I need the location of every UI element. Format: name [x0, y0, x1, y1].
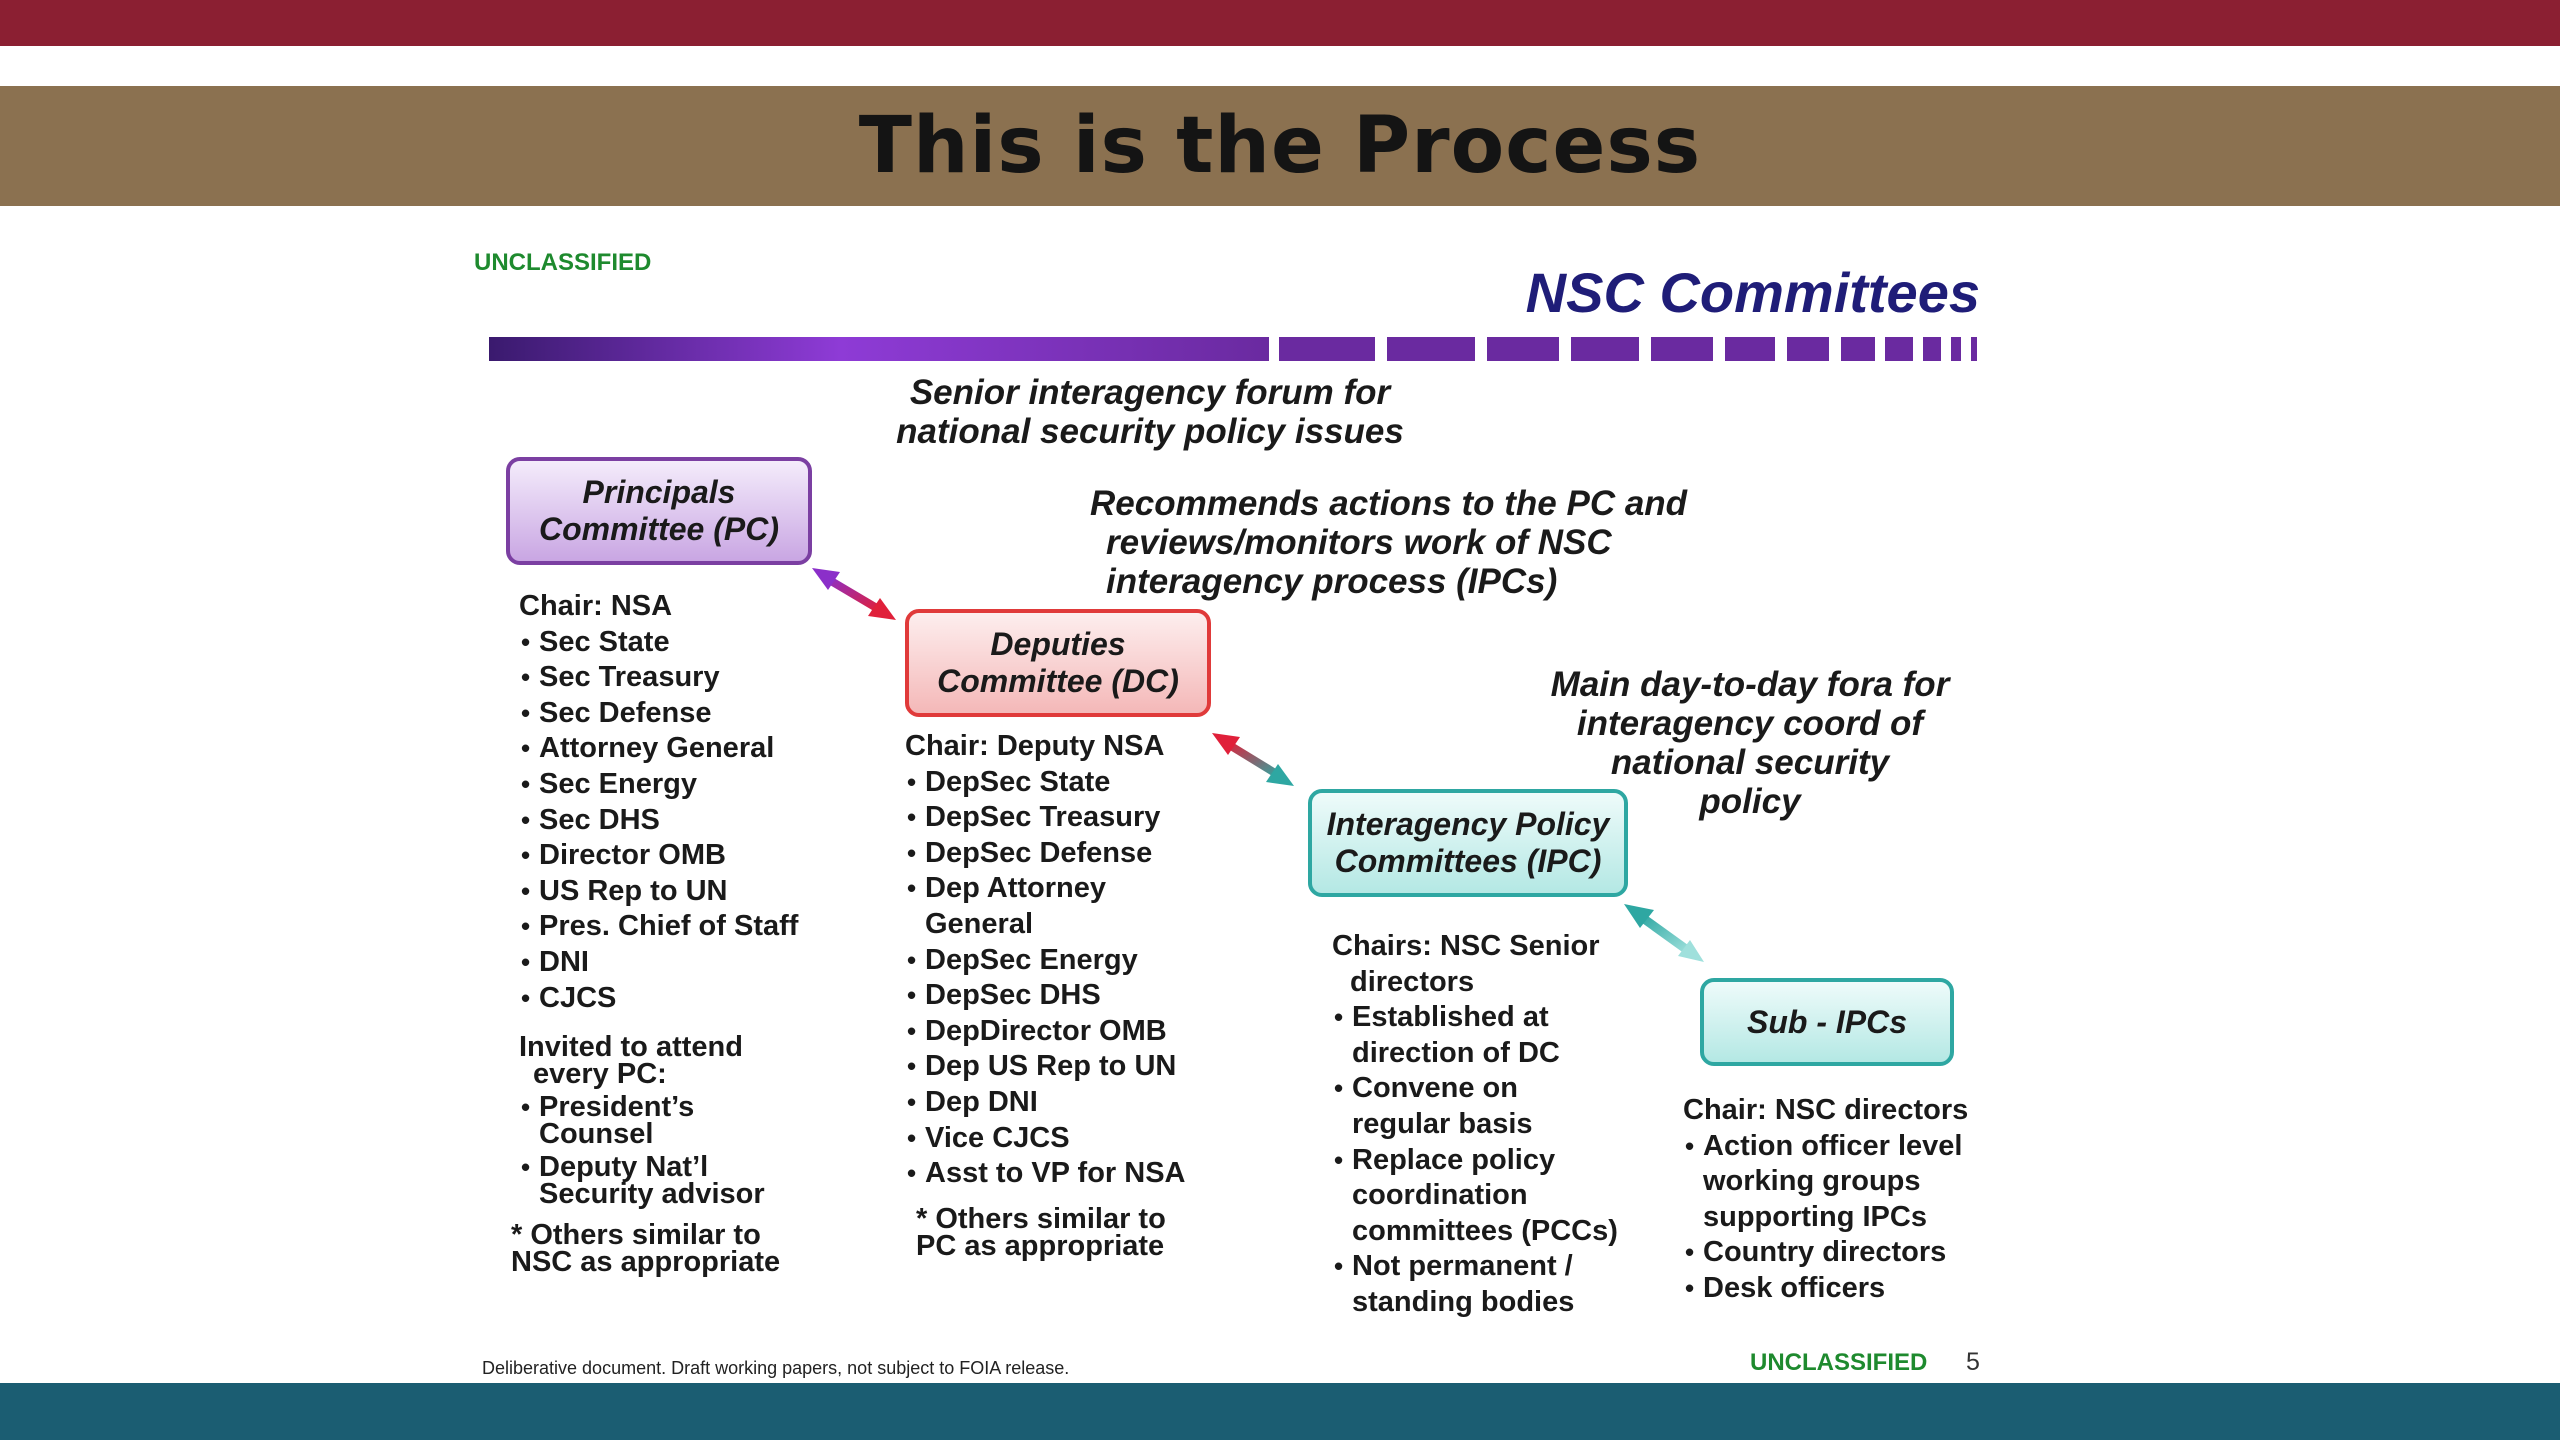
list-item: [1683, 1235, 2013, 1271]
list-item: [905, 836, 1235, 872]
dc-description-line: Recommends actions to the PC and: [1090, 484, 1688, 523]
sub-chair: Chair: NSC directors: [1683, 1094, 1969, 1126]
list-item: [519, 1091, 849, 1151]
list-item: • Sec State: [519, 625, 849, 661]
list-item: • Sec Treasury: [519, 660, 849, 696]
list-item-line: • Dep DNI: [925, 1085, 1038, 1118]
list-item-line: • DepSec DHS: [925, 979, 1101, 1012]
list-item: [905, 765, 1235, 801]
note-line: NSC as appropriate: [511, 1246, 781, 1279]
list-item-line: working groups: [1703, 1165, 1921, 1198]
nsc-committees-heading: NSC Committees: [1525, 261, 1980, 324]
list-item: • Sec Defense: [519, 696, 849, 732]
list-item: [905, 943, 1235, 979]
list-item-line: • DepSec Energy: [925, 943, 1138, 976]
list-item-line: • President’s: [539, 1091, 695, 1124]
pc-description-line: Senior interagency forum for: [909, 373, 1391, 412]
pc-invited-heading: [519, 1031, 849, 1091]
list-item-line: supporting IPCs: [1703, 1200, 1927, 1233]
invited-heading-line: Invited to attend: [519, 1031, 743, 1064]
ipc-members-list: [1332, 929, 1662, 1321]
box-label-line: Deputies: [990, 626, 1126, 662]
dc-members-list: [905, 729, 1235, 1260]
slide-title: This is the Process: [858, 101, 1702, 191]
list-item: [1332, 1249, 1662, 1320]
list-item-line: committees (PCCs): [1352, 1214, 1618, 1247]
list-item: [905, 1121, 1235, 1157]
classification-marking-bottom: UNCLASSIFIED: [1750, 1349, 1928, 1376]
list-item-line: coordination: [1352, 1179, 1528, 1212]
ipc-description-line: policy: [1699, 782, 1801, 821]
list-item-line: • Replace policy: [1352, 1143, 1556, 1176]
ipc-description-line: interagency coord of: [1576, 704, 1924, 743]
list-item-line: • Vice CJCS: [925, 1121, 1070, 1154]
pc-note: [511, 1219, 849, 1279]
list-item-line: • Desk officers: [1703, 1271, 1886, 1304]
list-item: [905, 1049, 1235, 1085]
list-item-line: • Country directors: [1703, 1236, 1947, 1269]
list-item: • DNI: [519, 945, 849, 981]
list-item: • Sec Energy: [519, 767, 849, 803]
list-item: [905, 1014, 1235, 1050]
box-label-line: Committee (DC): [937, 663, 1179, 699]
page-number: 5: [1966, 1348, 1980, 1376]
list-item: [905, 800, 1235, 836]
dc-note: [916, 1202, 1235, 1262]
dc-description-line: interagency process (IPCs): [1106, 562, 1558, 601]
classification-marking-top: UNCLASSIFIED: [474, 249, 652, 276]
list-item: • Sec DHS: [519, 803, 849, 839]
note-line: * Others similar to: [916, 1202, 1166, 1235]
list-item: [1683, 1271, 2013, 1307]
list-item-line: standing bodies: [1352, 1285, 1575, 1318]
chair-line: Chairs: NSC Senior: [1332, 930, 1600, 962]
list-item-line: • DepSec State: [925, 765, 1111, 798]
list-item-line: • Dep Attorney: [925, 872, 1106, 905]
list-item-line: • Deputy Nat’l: [539, 1151, 709, 1184]
list-item-line: direction of DC: [1352, 1036, 1560, 1069]
box-label-line: Principals: [582, 474, 736, 510]
invited-heading-line: every PC:: [533, 1058, 667, 1091]
pc-members-list: [511, 589, 849, 1279]
list-item: [905, 871, 1235, 942]
list-item: [905, 978, 1235, 1014]
list-item-line: • Convene on: [1352, 1072, 1518, 1105]
list-item-line: General: [925, 907, 1033, 940]
dc-chair: Chair: Deputy NSA: [905, 730, 1165, 762]
note-line: PC as appropriate: [916, 1229, 1165, 1262]
pc-description-line: national security policy issues: [896, 412, 1404, 451]
box-label-line: Committee (PC): [538, 511, 779, 547]
list-item: [1332, 1071, 1662, 1142]
list-item: [1332, 1143, 1662, 1250]
list-item: • Attorney General: [519, 731, 849, 767]
ipc-description-line: national security: [1610, 743, 1890, 782]
list-item: [1683, 1129, 2013, 1236]
list-item: • CJCS: [519, 981, 849, 1017]
list-item-line: regular basis: [1352, 1107, 1533, 1140]
list-item: • US Rep to UN: [519, 874, 849, 910]
box-label-line: Committees (IPC): [1334, 843, 1602, 879]
list-item-line: • DepSec Defense: [925, 836, 1153, 869]
list-item-line: • Not permanent /: [1352, 1250, 1573, 1283]
footer-disclaimer: Deliberative document. Draft working papers, not subject to FOIA release.: [482, 1358, 1070, 1378]
list-item: [905, 1085, 1235, 1121]
list-item-line: Counsel: [539, 1118, 654, 1151]
ipc-description-line: Main day-to-day fora for: [1550, 665, 1950, 704]
ipc-chair: [1332, 929, 1662, 1000]
list-item-line: • DepSec Treasury: [925, 801, 1161, 834]
pc-chair: Chair: NSA: [519, 590, 673, 622]
list-item: [1332, 1000, 1662, 1071]
dc-description-line: reviews/monitors work of NSC: [1106, 523, 1612, 562]
list-item-line: • DepDirector OMB: [925, 1014, 1167, 1047]
box-label-line: Sub - IPCs: [1746, 1003, 1907, 1040]
bottom-accent-bar: [0, 1383, 2560, 1440]
list-item: [905, 1156, 1235, 1192]
list-item-line: • Dep US Rep to UN: [925, 1050, 1177, 1083]
list-item: • Director OMB: [519, 838, 849, 874]
list-item-line: • Action officer level: [1703, 1129, 1963, 1162]
list-item: [519, 1151, 849, 1211]
box-label-line: Interagency Policy: [1326, 806, 1610, 842]
note-line: * Others similar to: [511, 1219, 761, 1252]
sub-ipc-members-list: [1683, 1093, 2013, 1307]
list-item-line: • Established at: [1352, 1001, 1549, 1034]
chair-line: directors: [1350, 965, 1475, 998]
list-item: • Pres. Chief of Staff: [519, 909, 849, 945]
list-item-line: Security advisor: [539, 1178, 765, 1211]
list-item-line: • Asst to VP for NSA: [925, 1157, 1186, 1190]
